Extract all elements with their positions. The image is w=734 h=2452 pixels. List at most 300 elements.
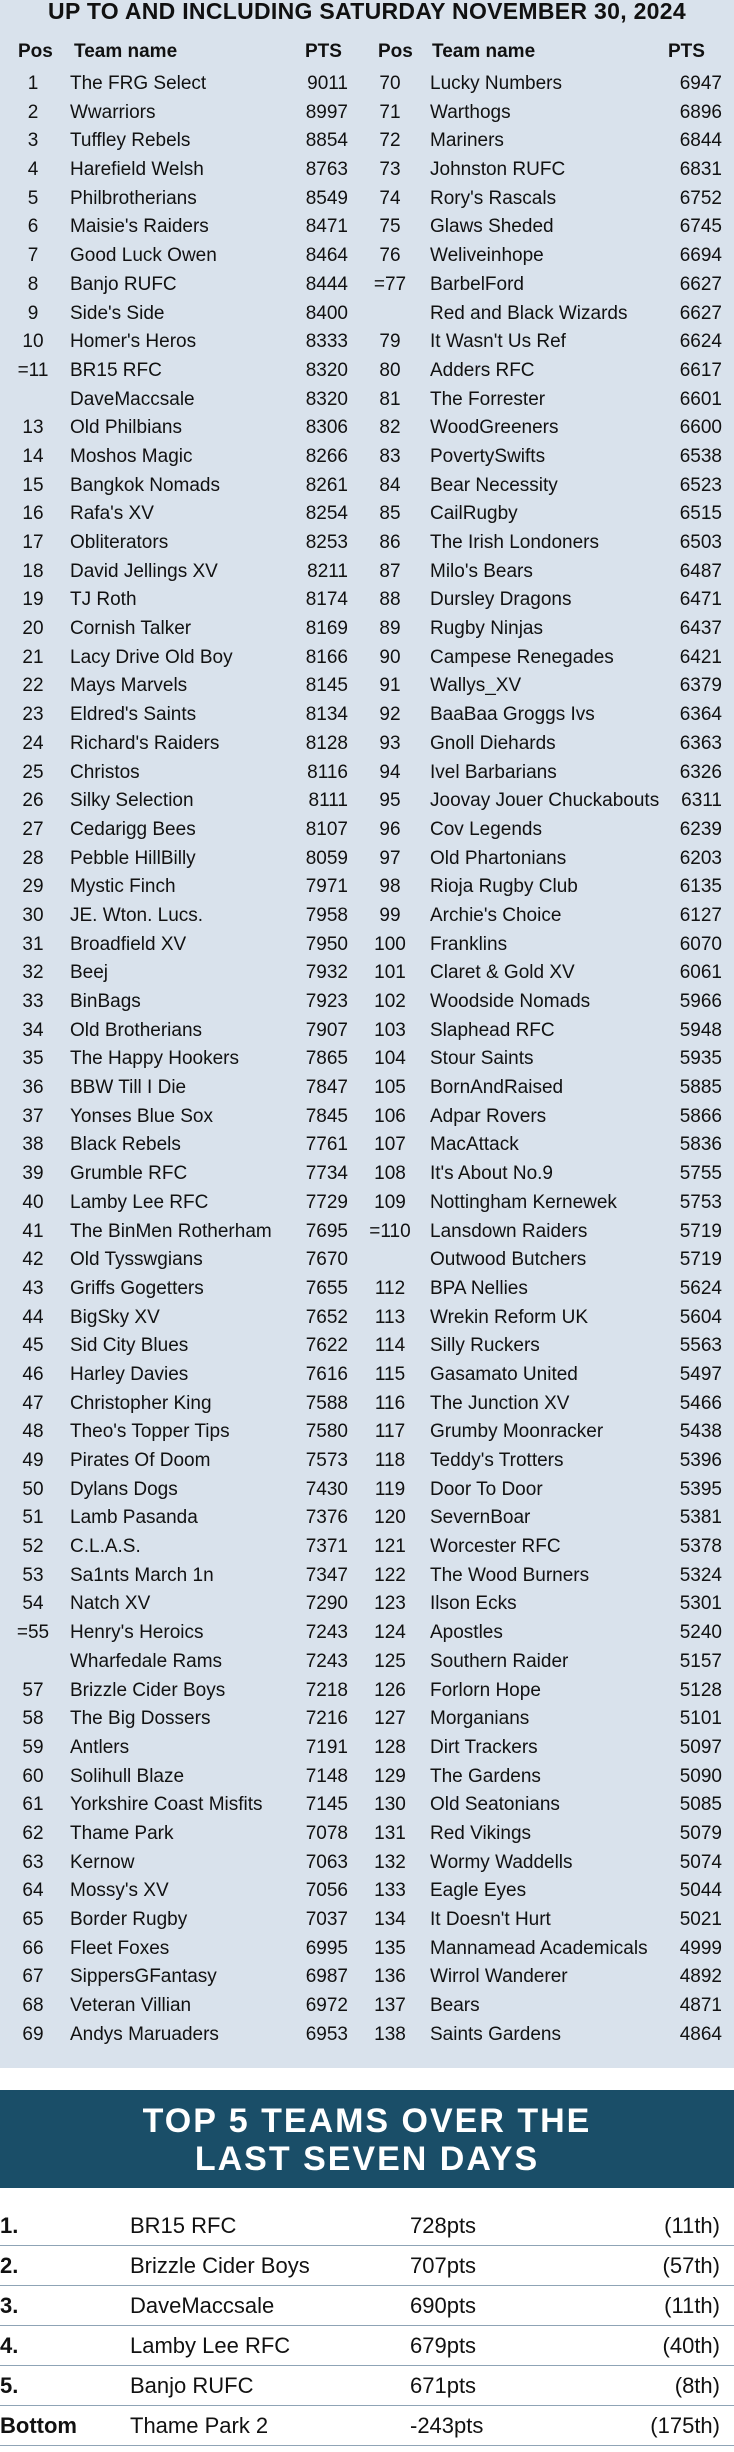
row-team: Christos xyxy=(70,761,140,783)
table-row xyxy=(362,1045,734,1074)
row-pts: 5466 xyxy=(679,1392,722,1414)
row-team: It Wasn't Us Ref xyxy=(430,331,566,353)
row-pts: 7191 xyxy=(305,1736,348,1758)
row-pos: 38 xyxy=(22,1134,44,1156)
table-row xyxy=(0,185,362,214)
table-row xyxy=(0,1390,362,1419)
row-pts: 6953 xyxy=(305,2023,348,2045)
table-row xyxy=(0,529,362,558)
row-pos: 116 xyxy=(374,1392,406,1414)
table-title: UP TO AND INCLUDING SATURDAY NOVEMBER 30, 2024 xyxy=(48,0,686,24)
row-team: Bears xyxy=(430,1995,480,2017)
row-pos: 92 xyxy=(379,704,401,726)
row-pts: 4871 xyxy=(679,1995,722,2017)
row-pts: 7971 xyxy=(305,876,348,898)
header-pts-right: PTS xyxy=(668,41,705,62)
row-pts: 7695 xyxy=(305,1220,348,1242)
row-pts: 5395 xyxy=(679,1478,722,1500)
table-row xyxy=(0,1246,362,1275)
row-team: BornAndRaised xyxy=(430,1077,564,1099)
row-team: Moshos Magic xyxy=(70,445,193,467)
table-row xyxy=(0,586,362,615)
row-pos: 61 xyxy=(22,1794,44,1816)
row-pos: 90 xyxy=(379,646,401,668)
row-team: Teddy's Trotters xyxy=(430,1450,564,1471)
table-row xyxy=(0,1160,362,1189)
header-team-left: Team name xyxy=(74,41,178,62)
row-team: Sid City Blues xyxy=(70,1335,189,1357)
row-pos: 72 xyxy=(379,130,401,152)
top5-team: Brizzle Cider Boys xyxy=(130,2253,310,2278)
row-team: Archie's Choice xyxy=(430,904,562,926)
row-pts: 7845 xyxy=(305,1105,348,1127)
row-pts: 8464 xyxy=(305,245,348,267)
row-pos: 49 xyxy=(22,1450,44,1471)
row-pos: 1 xyxy=(27,73,39,94)
row-pos: 3 xyxy=(27,130,39,152)
row-pts: 7923 xyxy=(305,991,348,1012)
row-pts: 6627 xyxy=(679,302,722,324)
row-pts: 7145 xyxy=(305,1794,348,1816)
table-row xyxy=(362,1189,734,1218)
row-pos: 25 xyxy=(22,761,44,783)
row-pos: 67 xyxy=(22,1966,44,1988)
row-pts: 7376 xyxy=(305,1507,348,1529)
right-column xyxy=(362,70,734,2049)
table-row xyxy=(362,586,734,615)
row-team: Grumble RFC xyxy=(70,1163,188,1185)
table-row xyxy=(362,615,734,644)
row-pos: 9 xyxy=(27,302,39,324)
top5-points: 728pts xyxy=(410,2213,477,2238)
row-pts: 7729 xyxy=(305,1191,348,1213)
row-pos: 50 xyxy=(22,1478,44,1500)
top5-row xyxy=(0,2246,734,2286)
row-team: Yonses Blue Sox xyxy=(70,1105,213,1127)
table-row xyxy=(362,1877,734,1906)
table-row xyxy=(362,1275,734,1304)
row-pts: 6070 xyxy=(679,933,722,955)
row-pts: 7290 xyxy=(305,1593,348,1615)
row-pts: 6987 xyxy=(305,1966,348,1988)
row-pos: 79 xyxy=(379,331,401,353)
row-team: Adders RFC xyxy=(430,359,535,381)
row-team: The FRG Select xyxy=(70,73,207,94)
row-pos: 63 xyxy=(22,1851,44,1873)
row-pts: 7958 xyxy=(305,904,348,926)
row-pos: 126 xyxy=(374,1679,406,1701)
top5-team: Lamby Lee RFC xyxy=(130,2333,291,2358)
row-pts: 8254 xyxy=(305,503,348,525)
row-team: Cov Legends xyxy=(430,818,542,840)
top5-rank: 2. xyxy=(0,2253,19,2278)
table-row xyxy=(0,242,362,271)
row-team: Slaphead RFC xyxy=(430,1019,555,1041)
row-pos: 7 xyxy=(27,245,39,267)
row-pts: 7347 xyxy=(305,1564,348,1586)
row-pts: 6311 xyxy=(681,790,722,812)
table-row xyxy=(0,328,362,357)
row-pts: 7950 xyxy=(305,933,348,955)
row-pos: 102 xyxy=(374,991,406,1012)
row-pos: 125 xyxy=(374,1650,406,1672)
table-row xyxy=(362,1648,734,1677)
row-pos: 81 xyxy=(379,388,401,410)
table-row xyxy=(362,1476,734,1505)
row-pos: 94 xyxy=(379,761,401,783)
row-team: Solihull Blaze xyxy=(70,1765,185,1787)
row-pos: 20 xyxy=(22,618,44,640)
row-pts: 5240 xyxy=(679,1622,722,1644)
row-pos: =55 xyxy=(16,1622,50,1644)
row-team: Maisie's Raiders xyxy=(70,216,209,238)
row-pos: 21 xyxy=(22,646,44,668)
table-row xyxy=(0,1275,362,1304)
row-pts: 7652 xyxy=(305,1306,348,1328)
row-pts: 6694 xyxy=(679,245,722,267)
table-row xyxy=(0,845,362,874)
row-pos: 6 xyxy=(27,216,39,238)
row-pos: 120 xyxy=(374,1507,406,1529)
row-pts: 8128 xyxy=(305,732,348,754)
table-row xyxy=(0,1418,362,1447)
row-pts: 6363 xyxy=(679,732,722,754)
table-row xyxy=(362,672,734,701)
row-pts: 5624 xyxy=(679,1277,722,1299)
row-pts: 5097 xyxy=(679,1736,722,1758)
row-team: Grumby Moonracker xyxy=(430,1421,604,1443)
row-team: Southern Raider xyxy=(430,1650,569,1672)
row-team: Wallys_XV xyxy=(430,675,522,697)
row-pos: 103 xyxy=(374,1019,406,1041)
row-team: The Wood Burners xyxy=(430,1564,590,1586)
row-team: Bangkok Nomads xyxy=(70,474,220,496)
row-team: Harley Davies xyxy=(70,1363,189,1385)
table-row xyxy=(0,988,362,1017)
top5-rank: 1. xyxy=(0,2213,19,2238)
row-pos: 17 xyxy=(22,532,44,553)
row-team: Black Rebels xyxy=(70,1134,181,1156)
table-row xyxy=(362,99,734,128)
row-team: Rugby Ninjas xyxy=(430,618,543,640)
table-row xyxy=(362,1074,734,1103)
row-team: Wrekin Reform UK xyxy=(430,1306,589,1328)
row-pts: 5044 xyxy=(679,1880,722,1902)
table-row xyxy=(362,1677,734,1706)
row-pts: 8854 xyxy=(305,130,348,152)
row-pts: 8174 xyxy=(305,589,348,611)
table-row xyxy=(362,529,734,558)
row-pos: 65 xyxy=(22,1909,44,1930)
table-row xyxy=(0,759,362,788)
row-team: SevernBoar xyxy=(430,1507,531,1529)
row-pos: 101 xyxy=(374,962,406,984)
table-row xyxy=(0,816,362,845)
table-row xyxy=(0,644,362,673)
row-pos: 108 xyxy=(374,1163,406,1185)
row-team: Theo's Topper Tips xyxy=(70,1421,230,1443)
row-pos: 80 xyxy=(379,359,401,381)
table-row xyxy=(362,816,734,845)
row-pos: 122 xyxy=(374,1564,406,1586)
row-pos: 88 xyxy=(379,589,401,611)
row-pos: 16 xyxy=(22,503,44,525)
table-row xyxy=(0,1562,362,1591)
row-pts: 5885 xyxy=(679,1077,722,1099)
row-pts: 6127 xyxy=(679,904,722,926)
row-team: Lacy Drive Old Boy xyxy=(70,646,233,668)
table-row xyxy=(0,70,362,99)
table-row xyxy=(0,213,362,242)
row-pts: 7932 xyxy=(305,962,348,984)
row-team: Eldred's Saints xyxy=(70,704,197,726)
top5-overall-position: (11th) xyxy=(664,2213,720,2238)
row-pos: 127 xyxy=(374,1708,406,1730)
row-pos: 105 xyxy=(374,1077,406,1099)
row-pts: 7670 xyxy=(305,1249,348,1271)
row-pts: 6745 xyxy=(679,216,722,238)
row-pts: 5719 xyxy=(679,1249,722,1271)
row-pos: 104 xyxy=(374,1048,406,1070)
row-team: Saints Gardens xyxy=(430,2023,561,2045)
row-pos: 112 xyxy=(374,1277,406,1299)
row-team: David Jellings XV xyxy=(70,560,218,582)
row-team: Mossy's XV xyxy=(70,1880,169,1902)
top5-list xyxy=(0,2206,734,2446)
table-row xyxy=(0,787,362,816)
table-row xyxy=(0,1906,362,1935)
row-pos: 19 xyxy=(22,589,44,611)
top5-team: BR15 RFC xyxy=(130,2213,237,2238)
table-row xyxy=(362,127,734,156)
row-pos: 135 xyxy=(374,1937,406,1959)
table-row xyxy=(0,156,362,185)
row-pts: 7056 xyxy=(305,1880,348,1902)
row-pts: 6061 xyxy=(679,962,722,984)
table-row xyxy=(0,701,362,730)
row-pos: 114 xyxy=(374,1335,406,1357)
row-team: Griffs Gogetters xyxy=(70,1277,204,1299)
row-pos: 118 xyxy=(374,1450,406,1471)
row-pts: 5836 xyxy=(679,1134,722,1156)
row-pos: 4 xyxy=(27,159,39,181)
row-team: Ivel Barbarians xyxy=(430,761,557,783)
row-pts: 6326 xyxy=(679,761,722,783)
row-team: Old Tysswgians xyxy=(70,1249,203,1271)
table-row xyxy=(362,1390,734,1419)
row-pts: 7865 xyxy=(305,1048,348,1070)
row-pts: 5128 xyxy=(679,1679,722,1701)
row-pts: 7243 xyxy=(305,1622,348,1644)
table-row xyxy=(0,1763,362,1792)
table-row xyxy=(362,644,734,673)
row-pos: 123 xyxy=(374,1593,406,1615)
table-row xyxy=(362,1504,734,1533)
header-pos-left: Pos xyxy=(18,41,53,62)
top5-overall-position: (40th) xyxy=(662,2333,720,2358)
header-pts-left: PTS xyxy=(305,41,342,62)
row-team: Brizzle Cider Boys xyxy=(70,1679,226,1701)
row-pos: 51 xyxy=(22,1507,44,1529)
table-row xyxy=(362,2021,734,2050)
row-pts: 5396 xyxy=(679,1450,722,1471)
row-pts: 8145 xyxy=(305,675,348,697)
row-pts: 5966 xyxy=(679,991,722,1012)
row-pts: 7078 xyxy=(305,1822,348,1844)
row-pts: 9011 xyxy=(307,73,348,94)
row-team: Milo's Bears xyxy=(430,560,533,582)
table-row xyxy=(362,1304,734,1333)
row-pos: 18 xyxy=(22,560,44,582)
table-row xyxy=(0,127,362,156)
top5-points: -243pts xyxy=(410,2413,484,2438)
table-row xyxy=(0,357,362,386)
table-row xyxy=(362,1017,734,1046)
row-pos: 107 xyxy=(374,1134,406,1156)
row-pos: 14 xyxy=(22,445,44,467)
row-pos: 57 xyxy=(22,1679,44,1701)
table-row xyxy=(362,185,734,214)
table-row xyxy=(362,414,734,443)
table-row xyxy=(362,1705,734,1734)
row-pos: 60 xyxy=(22,1765,44,1787)
table-row xyxy=(362,1447,734,1476)
row-pos: 45 xyxy=(22,1335,44,1357)
table-row xyxy=(0,558,362,587)
table-row xyxy=(0,1734,362,1763)
row-pts: 6601 xyxy=(679,388,722,410)
row-team: Beej xyxy=(70,962,109,984)
left-column xyxy=(0,70,362,2049)
row-pos: 83 xyxy=(379,445,401,467)
row-pts: 5497 xyxy=(679,1363,722,1385)
row-pos: 84 xyxy=(379,474,401,496)
row-pos: 117 xyxy=(374,1421,406,1443)
row-pos: 8 xyxy=(27,273,39,295)
row-pts: 5935 xyxy=(679,1048,722,1070)
table-row xyxy=(0,959,362,988)
table-row xyxy=(0,672,362,701)
row-pos: 29 xyxy=(22,876,44,898)
row-team: PovertySwifts xyxy=(430,445,546,467)
row-team: Rafa's XV xyxy=(70,503,154,525)
row-pos: 124 xyxy=(374,1622,406,1644)
table-row xyxy=(0,271,362,300)
row-pts: 5085 xyxy=(679,1794,722,1816)
table-row xyxy=(0,1619,362,1648)
table-row xyxy=(0,1963,362,1992)
row-team: Outwood Butchers xyxy=(430,1249,587,1271)
row-team: Sa1nts March 1n xyxy=(70,1564,214,1586)
top5-banner xyxy=(0,2090,734,2188)
top5-overall-position: (175th) xyxy=(650,2413,720,2438)
row-pos: =11 xyxy=(17,359,49,381)
banner-line-1: TOP 5 TEAMS OVER THE xyxy=(142,2102,592,2140)
row-pts: 7218 xyxy=(305,1679,348,1701)
row-team: Old Brotherians xyxy=(70,1019,203,1041)
row-pos: 82 xyxy=(379,417,401,439)
row-team: JE. Wton. Lucs. xyxy=(70,904,204,926)
row-pts: 5074 xyxy=(679,1851,722,1873)
row-team: Lansdown Raiders xyxy=(430,1220,588,1242)
row-pts: 7655 xyxy=(305,1277,348,1299)
row-team: Woodside Nomads xyxy=(430,991,591,1012)
row-team: Banjo RUFC xyxy=(70,273,177,295)
row-team: It's About No.9 xyxy=(430,1163,553,1185)
row-pos: 28 xyxy=(22,847,44,869)
row-team: Eagle Eyes xyxy=(430,1880,527,1902)
row-team: Rory's Rascals xyxy=(430,187,557,209)
row-pos: 73 xyxy=(379,159,401,181)
row-pos: 37 xyxy=(22,1105,44,1127)
table-row xyxy=(0,1935,362,1964)
row-team: Old Seatonians xyxy=(430,1794,560,1816)
row-pos: 26 xyxy=(22,790,44,812)
top5-overall-position: (8th) xyxy=(674,2373,720,2398)
row-team: Warthogs xyxy=(430,101,511,123)
row-pos: 76 xyxy=(379,245,401,267)
row-pts: 5753 xyxy=(679,1191,722,1213)
row-pts: 8107 xyxy=(305,818,348,840)
row-pts: 8111 xyxy=(308,790,348,812)
table-row xyxy=(0,873,362,902)
row-pts: 8997 xyxy=(305,101,348,123)
row-pts: 4892 xyxy=(679,1966,722,1988)
row-pos: 136 xyxy=(374,1966,406,1988)
row-pos: 62 xyxy=(22,1822,44,1844)
table-row xyxy=(362,472,734,501)
row-team: Wirrol Wanderer xyxy=(430,1966,568,1988)
row-pos: 46 xyxy=(22,1363,44,1385)
row-pts: 7243 xyxy=(305,1650,348,1672)
row-pts: 5101 xyxy=(679,1708,722,1730)
table-row xyxy=(362,558,734,587)
table-row xyxy=(362,845,734,874)
table-row xyxy=(0,386,362,415)
header-team-right: Team name xyxy=(432,41,536,62)
row-pts: 6896 xyxy=(679,101,722,123)
table-row xyxy=(362,1906,734,1935)
table-row xyxy=(362,1963,734,1992)
table-row xyxy=(0,1189,362,1218)
row-pts: 8320 xyxy=(305,388,348,410)
row-team: Silly Ruckers xyxy=(430,1335,540,1357)
table-row xyxy=(0,472,362,501)
row-pts: 7037 xyxy=(305,1909,348,1930)
row-team: BarbelFord xyxy=(430,273,524,295)
row-pts: 5438 xyxy=(679,1421,722,1443)
table-row xyxy=(0,300,362,329)
table-row xyxy=(362,1103,734,1132)
row-pts: 8253 xyxy=(305,532,348,553)
row-pos: 137 xyxy=(374,1995,406,2017)
row-pts: 6831 xyxy=(679,159,722,181)
row-pts: 8320 xyxy=(305,359,348,381)
row-pts: 6617 xyxy=(679,359,722,381)
table-row xyxy=(0,1074,362,1103)
row-team: Cornish Talker xyxy=(70,618,192,640)
table-row xyxy=(362,873,734,902)
row-pos: 30 xyxy=(22,904,44,926)
row-team: Bear Necessity xyxy=(430,474,558,496)
row-pos: 10 xyxy=(22,331,44,353)
table-row xyxy=(0,1877,362,1906)
row-pts: 7622 xyxy=(305,1335,348,1357)
row-pos: 48 xyxy=(22,1421,44,1443)
row-pts: 6538 xyxy=(679,445,722,467)
row-pts: 6239 xyxy=(679,818,722,840)
row-pts: 8169 xyxy=(305,618,348,640)
